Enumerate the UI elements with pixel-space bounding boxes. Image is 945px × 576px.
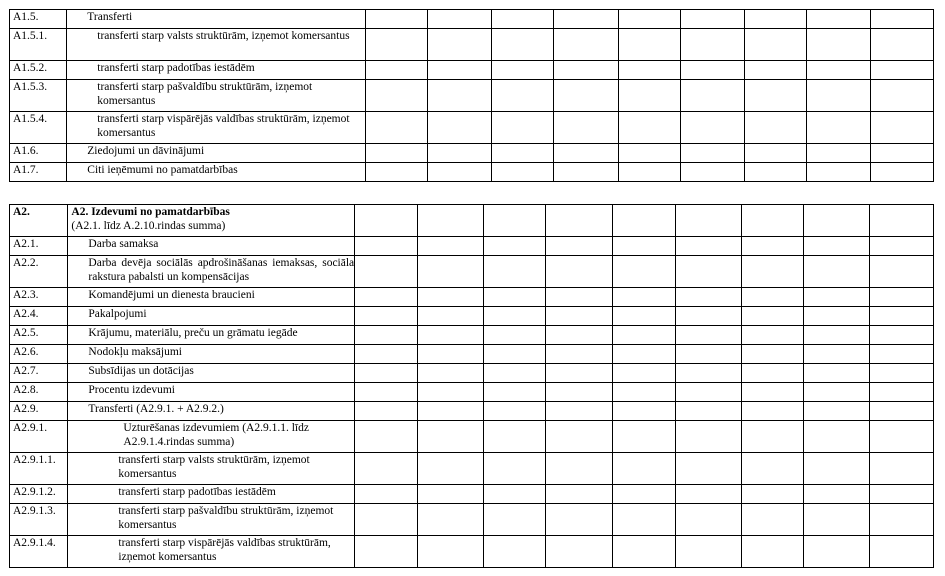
value-cell: [492, 163, 553, 182]
table-row: [10, 383, 934, 402]
value-cell: [483, 383, 546, 402]
value-cell: [553, 112, 619, 144]
value-cell: [619, 29, 680, 61]
row-label: transferti starp vispārējās valdības struktūrām, izņemot komersantus: [68, 536, 355, 568]
value-cell: [675, 402, 741, 421]
value-cell: [804, 402, 870, 421]
row-label: Ziedojumi un dāvinājumi: [67, 144, 366, 163]
value-cell: [417, 364, 483, 383]
value-cell: [546, 288, 613, 307]
value-cell: [741, 421, 804, 453]
value-cell: [355, 383, 418, 402]
value-cell: [675, 256, 741, 288]
value-cell: [741, 307, 804, 326]
row-code: A1.5.4.: [10, 112, 67, 144]
row-code: A2.9.: [10, 402, 68, 421]
value-cell: [483, 504, 546, 536]
value-cell: [870, 421, 934, 453]
row-code: A1.5.3.: [10, 80, 67, 112]
row-code: A2.9.1.4.: [10, 536, 68, 568]
row-label: Transferti (A2.9.1. + A2.9.2.): [68, 402, 355, 421]
value-cell: [806, 10, 871, 29]
row-code: A1.6.: [10, 144, 67, 163]
value-cell: [806, 29, 871, 61]
value-cell: [417, 504, 483, 536]
value-cell: [804, 256, 870, 288]
value-cell: [417, 205, 483, 237]
value-cell: [804, 288, 870, 307]
value-cell: [741, 237, 804, 256]
row-label: Transferti: [67, 10, 366, 29]
value-cell: [675, 237, 741, 256]
value-cell: [804, 364, 870, 383]
value-cell: [546, 504, 613, 536]
value-cell: [741, 256, 804, 288]
value-cell: [619, 144, 680, 163]
value-cell: [619, 80, 680, 112]
table-row: [10, 536, 934, 568]
value-cell: [546, 402, 613, 421]
value-cell: [741, 504, 804, 536]
value-cell: [546, 453, 613, 485]
value-cell: [613, 402, 676, 421]
section-title: A2. Izdevumi no pamatdarbības: [71, 206, 230, 218]
value-cell: [745, 29, 806, 61]
row-label: Uzturēšanas izdevumiem (A2.9.1.1. līdz A2.9.1.4.rindas summa): [68, 421, 355, 453]
table-row: [10, 364, 934, 383]
value-cell: [427, 29, 492, 61]
value-cell: [619, 163, 680, 182]
value-cell: [745, 112, 806, 144]
row-code: A2.4.: [10, 307, 68, 326]
value-cell: [741, 205, 804, 237]
row-label: transferti starp valsts struktūrām, izņemot komersantus: [68, 453, 355, 485]
row-label: Darba samaksa: [68, 237, 355, 256]
value-cell: [871, 163, 934, 182]
value-cell: [355, 307, 418, 326]
value-cell: [427, 80, 492, 112]
value-cell: [546, 345, 613, 364]
table-row: [10, 421, 934, 453]
row-code: A2.8.: [10, 383, 68, 402]
table-header-row: [10, 205, 934, 237]
value-cell: [355, 288, 418, 307]
value-cell: [675, 536, 741, 568]
value-cell: [870, 453, 934, 485]
value-cell: [741, 453, 804, 485]
table-row: [10, 288, 934, 307]
value-cell: [804, 421, 870, 453]
value-cell: [680, 61, 745, 80]
value-cell: [675, 453, 741, 485]
value-cell: [613, 453, 676, 485]
value-cell: [553, 10, 619, 29]
value-cell: [483, 205, 546, 237]
value-cell: [355, 364, 418, 383]
value-cell: [806, 61, 871, 80]
value-cell: [804, 345, 870, 364]
value-cell: [870, 364, 934, 383]
value-cell: [613, 504, 676, 536]
value-cell: [870, 536, 934, 568]
value-cell: [427, 144, 492, 163]
value-cell: [680, 80, 745, 112]
value-cell: [741, 326, 804, 345]
row-code: A1.5.2.: [10, 61, 67, 80]
value-cell: [546, 237, 613, 256]
value-cell: [613, 288, 676, 307]
value-cell: [417, 453, 483, 485]
value-cell: [483, 402, 546, 421]
value-cell: [675, 485, 741, 504]
table-row: [10, 80, 934, 112]
value-cell: [355, 326, 418, 345]
value-cell: [366, 29, 427, 61]
section-subtitle: (A2.1. līdz A.2.10.rindas summa): [71, 220, 226, 232]
value-cell: [806, 144, 871, 163]
value-cell: [675, 205, 741, 237]
table-row: [10, 307, 934, 326]
value-cell: [546, 421, 613, 453]
value-cell: [745, 144, 806, 163]
row-label: Procentu izdevumi: [68, 383, 355, 402]
value-cell: [417, 485, 483, 504]
row-label: transferti starp valsts struktūrām, izņemot komersantus: [67, 29, 366, 61]
table-row: [10, 112, 934, 144]
value-cell: [675, 421, 741, 453]
row-label: Subsīdijas un dotācijas: [68, 364, 355, 383]
value-cell: [366, 10, 427, 29]
value-cell: [870, 326, 934, 345]
value-cell: [613, 421, 676, 453]
row-code: A2.9.1.2.: [10, 485, 68, 504]
value-cell: [871, 112, 934, 144]
value-cell: [675, 383, 741, 402]
table-row: [10, 10, 934, 29]
table-row: [10, 144, 934, 163]
value-cell: [492, 80, 553, 112]
value-cell: [870, 237, 934, 256]
row-label: Citi ieņēmumi no pamatdarbības: [67, 163, 366, 182]
value-cell: [870, 402, 934, 421]
row-code: A2.9.1.3.: [10, 504, 68, 536]
value-cell: [355, 536, 418, 568]
value-cell: [870, 345, 934, 364]
value-cell: [483, 536, 546, 568]
value-cell: [366, 144, 427, 163]
table-row: [10, 453, 934, 485]
value-cell: [619, 112, 680, 144]
value-cell: [871, 61, 934, 80]
row-code: A1.5.: [10, 10, 67, 29]
value-cell: [483, 485, 546, 504]
value-cell: [483, 326, 546, 345]
row-code: A2.7.: [10, 364, 68, 383]
value-cell: [804, 205, 870, 237]
row-label: transferti starp padotības iestādēm: [68, 485, 355, 504]
value-cell: [741, 536, 804, 568]
value-cell: [804, 237, 870, 256]
value-cell: [804, 453, 870, 485]
table-row: [10, 326, 934, 345]
value-cell: [613, 326, 676, 345]
value-cell: [680, 112, 745, 144]
value-cell: [355, 504, 418, 536]
row-label: Pakalpojumi: [68, 307, 355, 326]
value-cell: [553, 29, 619, 61]
value-cell: [417, 536, 483, 568]
value-cell: [741, 485, 804, 504]
value-cell: [871, 10, 934, 29]
value-cell: [483, 421, 546, 453]
value-cell: [417, 307, 483, 326]
value-cell: [492, 144, 553, 163]
value-cell: [870, 485, 934, 504]
row-code: A2.: [10, 205, 68, 237]
value-cell: [546, 307, 613, 326]
value-cell: [745, 10, 806, 29]
value-cell: [355, 453, 418, 485]
row-code: A1.5.1.: [10, 29, 67, 61]
value-cell: [804, 383, 870, 402]
value-cell: [483, 237, 546, 256]
value-cell: [870, 307, 934, 326]
value-cell: [806, 80, 871, 112]
value-cell: [355, 402, 418, 421]
value-cell: [366, 80, 427, 112]
value-cell: [675, 307, 741, 326]
value-cell: [546, 383, 613, 402]
value-cell: [613, 485, 676, 504]
row-label: transferti starp pašvaldību struktūrām, izņemot komersantus: [68, 504, 355, 536]
value-cell: [804, 536, 870, 568]
table-row: [10, 61, 934, 80]
value-cell: [871, 80, 934, 112]
table-row: [10, 485, 934, 504]
value-cell: [613, 345, 676, 364]
value-cell: [745, 80, 806, 112]
value-cell: [355, 421, 418, 453]
value-cell: [871, 144, 934, 163]
value-cell: [870, 383, 934, 402]
row-code: A2.5.: [10, 326, 68, 345]
value-cell: [492, 112, 553, 144]
value-cell: [613, 237, 676, 256]
value-cell: [427, 163, 492, 182]
value-cell: [675, 345, 741, 364]
row-label: Nodokļu maksājumi: [68, 345, 355, 364]
value-cell: [741, 288, 804, 307]
value-cell: [680, 163, 745, 182]
table-row: [10, 256, 934, 288]
value-cell: [619, 61, 680, 80]
value-cell: [741, 402, 804, 421]
value-cell: [355, 256, 418, 288]
row-label: transferti starp vispārējās valdības struktūrām, izņemot komersantus: [67, 112, 366, 144]
value-cell: [427, 10, 492, 29]
value-cell: [619, 10, 680, 29]
value-cell: [680, 29, 745, 61]
table-row: [10, 402, 934, 421]
value-cell: [675, 364, 741, 383]
table-row: [10, 163, 934, 182]
table-row: [10, 237, 934, 256]
value-cell: [483, 345, 546, 364]
row-code: A2.6.: [10, 345, 68, 364]
value-cell: [492, 61, 553, 80]
value-cell: [417, 345, 483, 364]
value-cell: [806, 112, 871, 144]
value-cell: [804, 504, 870, 536]
value-cell: [483, 364, 546, 383]
table-row: [10, 29, 934, 61]
value-cell: [741, 364, 804, 383]
row-code: A2.9.1.: [10, 421, 68, 453]
value-cell: [483, 307, 546, 326]
value-cell: [613, 364, 676, 383]
value-cell: [613, 256, 676, 288]
value-cell: [417, 256, 483, 288]
value-cell: [804, 326, 870, 345]
value-cell: [417, 326, 483, 345]
row-code: A1.7.: [10, 163, 67, 182]
value-cell: [417, 288, 483, 307]
value-cell: [492, 29, 553, 61]
value-cell: [546, 205, 613, 237]
value-cell: [613, 383, 676, 402]
value-cell: [355, 237, 418, 256]
row-label: [68, 205, 355, 237]
value-cell: [492, 10, 553, 29]
value-cell: [553, 61, 619, 80]
value-cell: [675, 326, 741, 345]
value-cell: [483, 288, 546, 307]
value-cell: [355, 205, 418, 237]
value-cell: [613, 307, 676, 326]
value-cell: [366, 112, 427, 144]
value-cell: [745, 163, 806, 182]
value-cell: [675, 504, 741, 536]
value-cell: [546, 536, 613, 568]
value-cell: [553, 144, 619, 163]
row-label: Krājumu, materiālu, preču un grāmatu iegāde: [68, 326, 355, 345]
value-cell: [613, 205, 676, 237]
table-row: [10, 504, 934, 536]
value-cell: [870, 504, 934, 536]
row-code: A2.3.: [10, 288, 68, 307]
value-cell: [806, 163, 871, 182]
value-cell: [613, 536, 676, 568]
value-cell: [417, 237, 483, 256]
value-cell: [483, 453, 546, 485]
value-cell: [427, 61, 492, 80]
value-cell: [366, 61, 427, 80]
value-cell: [741, 345, 804, 364]
value-cell: [870, 205, 934, 237]
value-cell: [870, 256, 934, 288]
value-cell: [546, 326, 613, 345]
row-label: transferti starp padotības iestādēm: [67, 61, 366, 80]
value-cell: [745, 61, 806, 80]
row-label: Komandējumi un dienesta braucieni: [68, 288, 355, 307]
value-cell: [804, 485, 870, 504]
value-cell: [417, 421, 483, 453]
row-label: transferti starp pašvaldību struktūrām, izņemot komersantus: [67, 80, 366, 112]
value-cell: [870, 288, 934, 307]
value-cell: [553, 163, 619, 182]
value-cell: [483, 256, 546, 288]
row-code: A2.2.: [10, 256, 68, 288]
value-cell: [546, 485, 613, 504]
value-cell: [427, 112, 492, 144]
value-cell: [417, 402, 483, 421]
value-cell: [417, 383, 483, 402]
value-cell: [871, 29, 934, 61]
value-cell: [680, 144, 745, 163]
value-cell: [355, 345, 418, 364]
income-table: [9, 9, 934, 182]
value-cell: [680, 10, 745, 29]
value-cell: [804, 307, 870, 326]
value-cell: [366, 163, 427, 182]
table-row: [10, 345, 934, 364]
row-code: A2.1.: [10, 237, 68, 256]
row-label: Darba devēja sociālās apdrošināšanas iemaksas, sociāla rakstura pabalsti un kompensācijas: [68, 256, 355, 288]
value-cell: [553, 80, 619, 112]
expenses-table: [9, 204, 934, 568]
row-code: A2.9.1.1.: [10, 453, 68, 485]
value-cell: [546, 364, 613, 383]
value-cell: [675, 288, 741, 307]
value-cell: [355, 485, 418, 504]
value-cell: [546, 256, 613, 288]
value-cell: [741, 383, 804, 402]
